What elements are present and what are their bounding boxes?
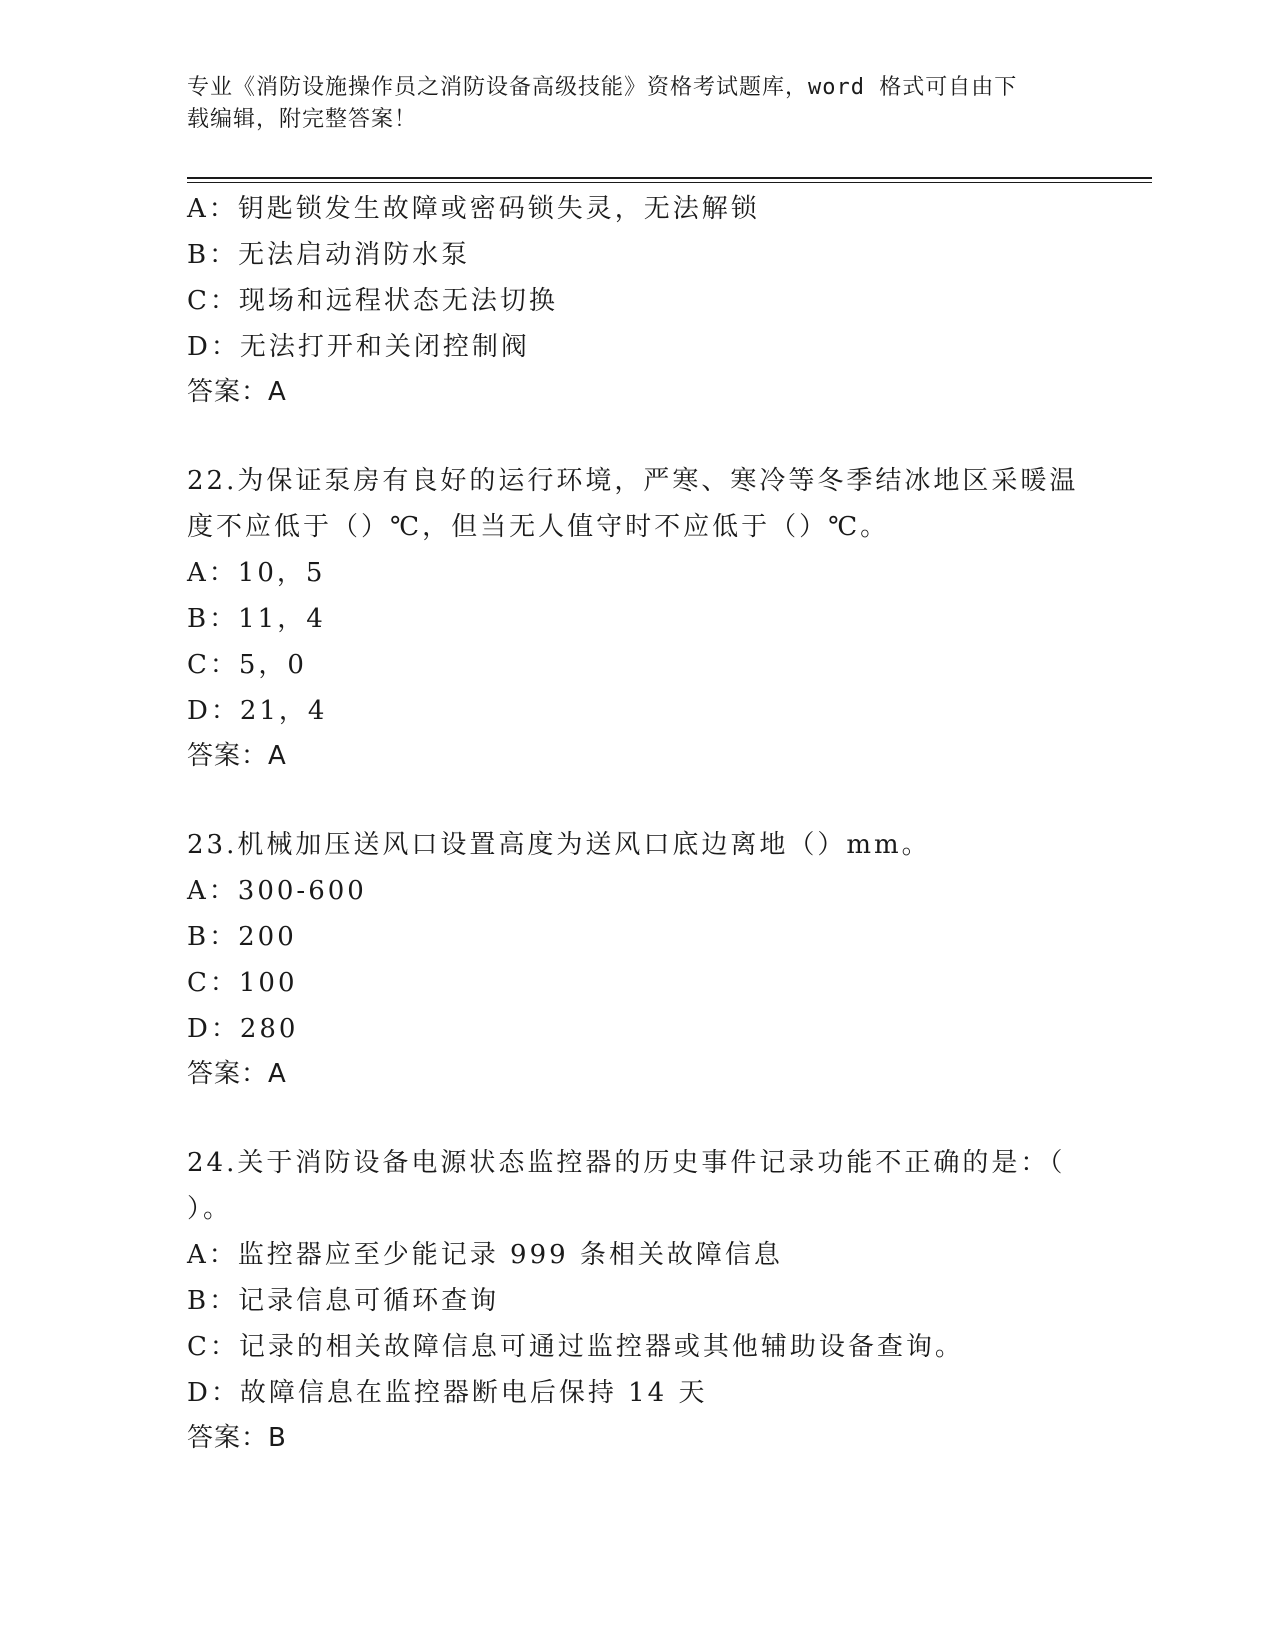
answer-label: 答案：A [187,1059,287,1089]
option-a: A：钥匙锁发生故障或密码锁失灵，无法解锁 [187,194,760,224]
option-c: C：记录的相关故障信息可通过监控器或其他辅助设备查询。 [187,1332,964,1362]
option-d: D：故障信息在监控器断电后保持 14 天 [187,1378,708,1408]
option-a: A：300-600 [187,876,367,906]
header-rule-thick [187,177,1152,179]
option-d: D：无法打开和关闭控制阀 [187,332,530,362]
spacer [187,1096,1087,1140]
option-c: C：100 [187,968,298,998]
question-21 [187,186,1087,414]
question-stem-line-1: 22.为保证泵房有良好的运行环境，严寒、寒冷等冬季结冰地区采暖温 [187,466,1079,496]
option-d: D：280 [187,1014,299,1044]
header-line-2: 载编辑，附完整答案！ [187,107,418,132]
header-rule-thin [187,182,1152,183]
spacer [187,414,1087,458]
header-line-1: 专业《消防设施操作员之消防设备高级技能》资格考试题库，word 格式可自由下 [187,75,1018,100]
question-list [187,186,1087,1460]
answer-label: 答案：B [187,1423,287,1453]
option-c: C：现场和远程状态无法切换 [187,286,558,316]
option-a: A：10，5 [187,558,326,588]
option-c: C：5，0 [187,650,307,680]
spacer [187,778,1087,822]
option-b: B：无法启动消防水泵 [187,240,471,270]
question-stem-line-1: 23.机械加压送风口设置高度为送风口底边离地（）mm。 [187,830,931,860]
answer-label: 答案：A [187,377,287,407]
question-stem-line-2: ）。 [187,1194,233,1224]
option-b: B：记录信息可循环查询 [187,1286,500,1316]
question-24 [187,1140,1087,1460]
option-b: B：11，4 [187,604,326,634]
question-23 [187,822,1087,1096]
option-a: A：监控器应至少能记录 999 条相关故障信息 [187,1240,783,1270]
question-stem-line-1: 24.关于消防设备电源状态监控器的历史事件记录功能不正确的是：（ [187,1148,1066,1178]
answer-label: 答案：A [187,741,287,771]
option-b: B：200 [187,922,297,952]
question-stem-line-2: 度不应低于（）℃，但当无人值守时不应低于（）℃。 [187,512,890,542]
question-22 [187,458,1087,778]
document-header [187,72,1087,136]
option-d: D：21，4 [187,696,328,726]
